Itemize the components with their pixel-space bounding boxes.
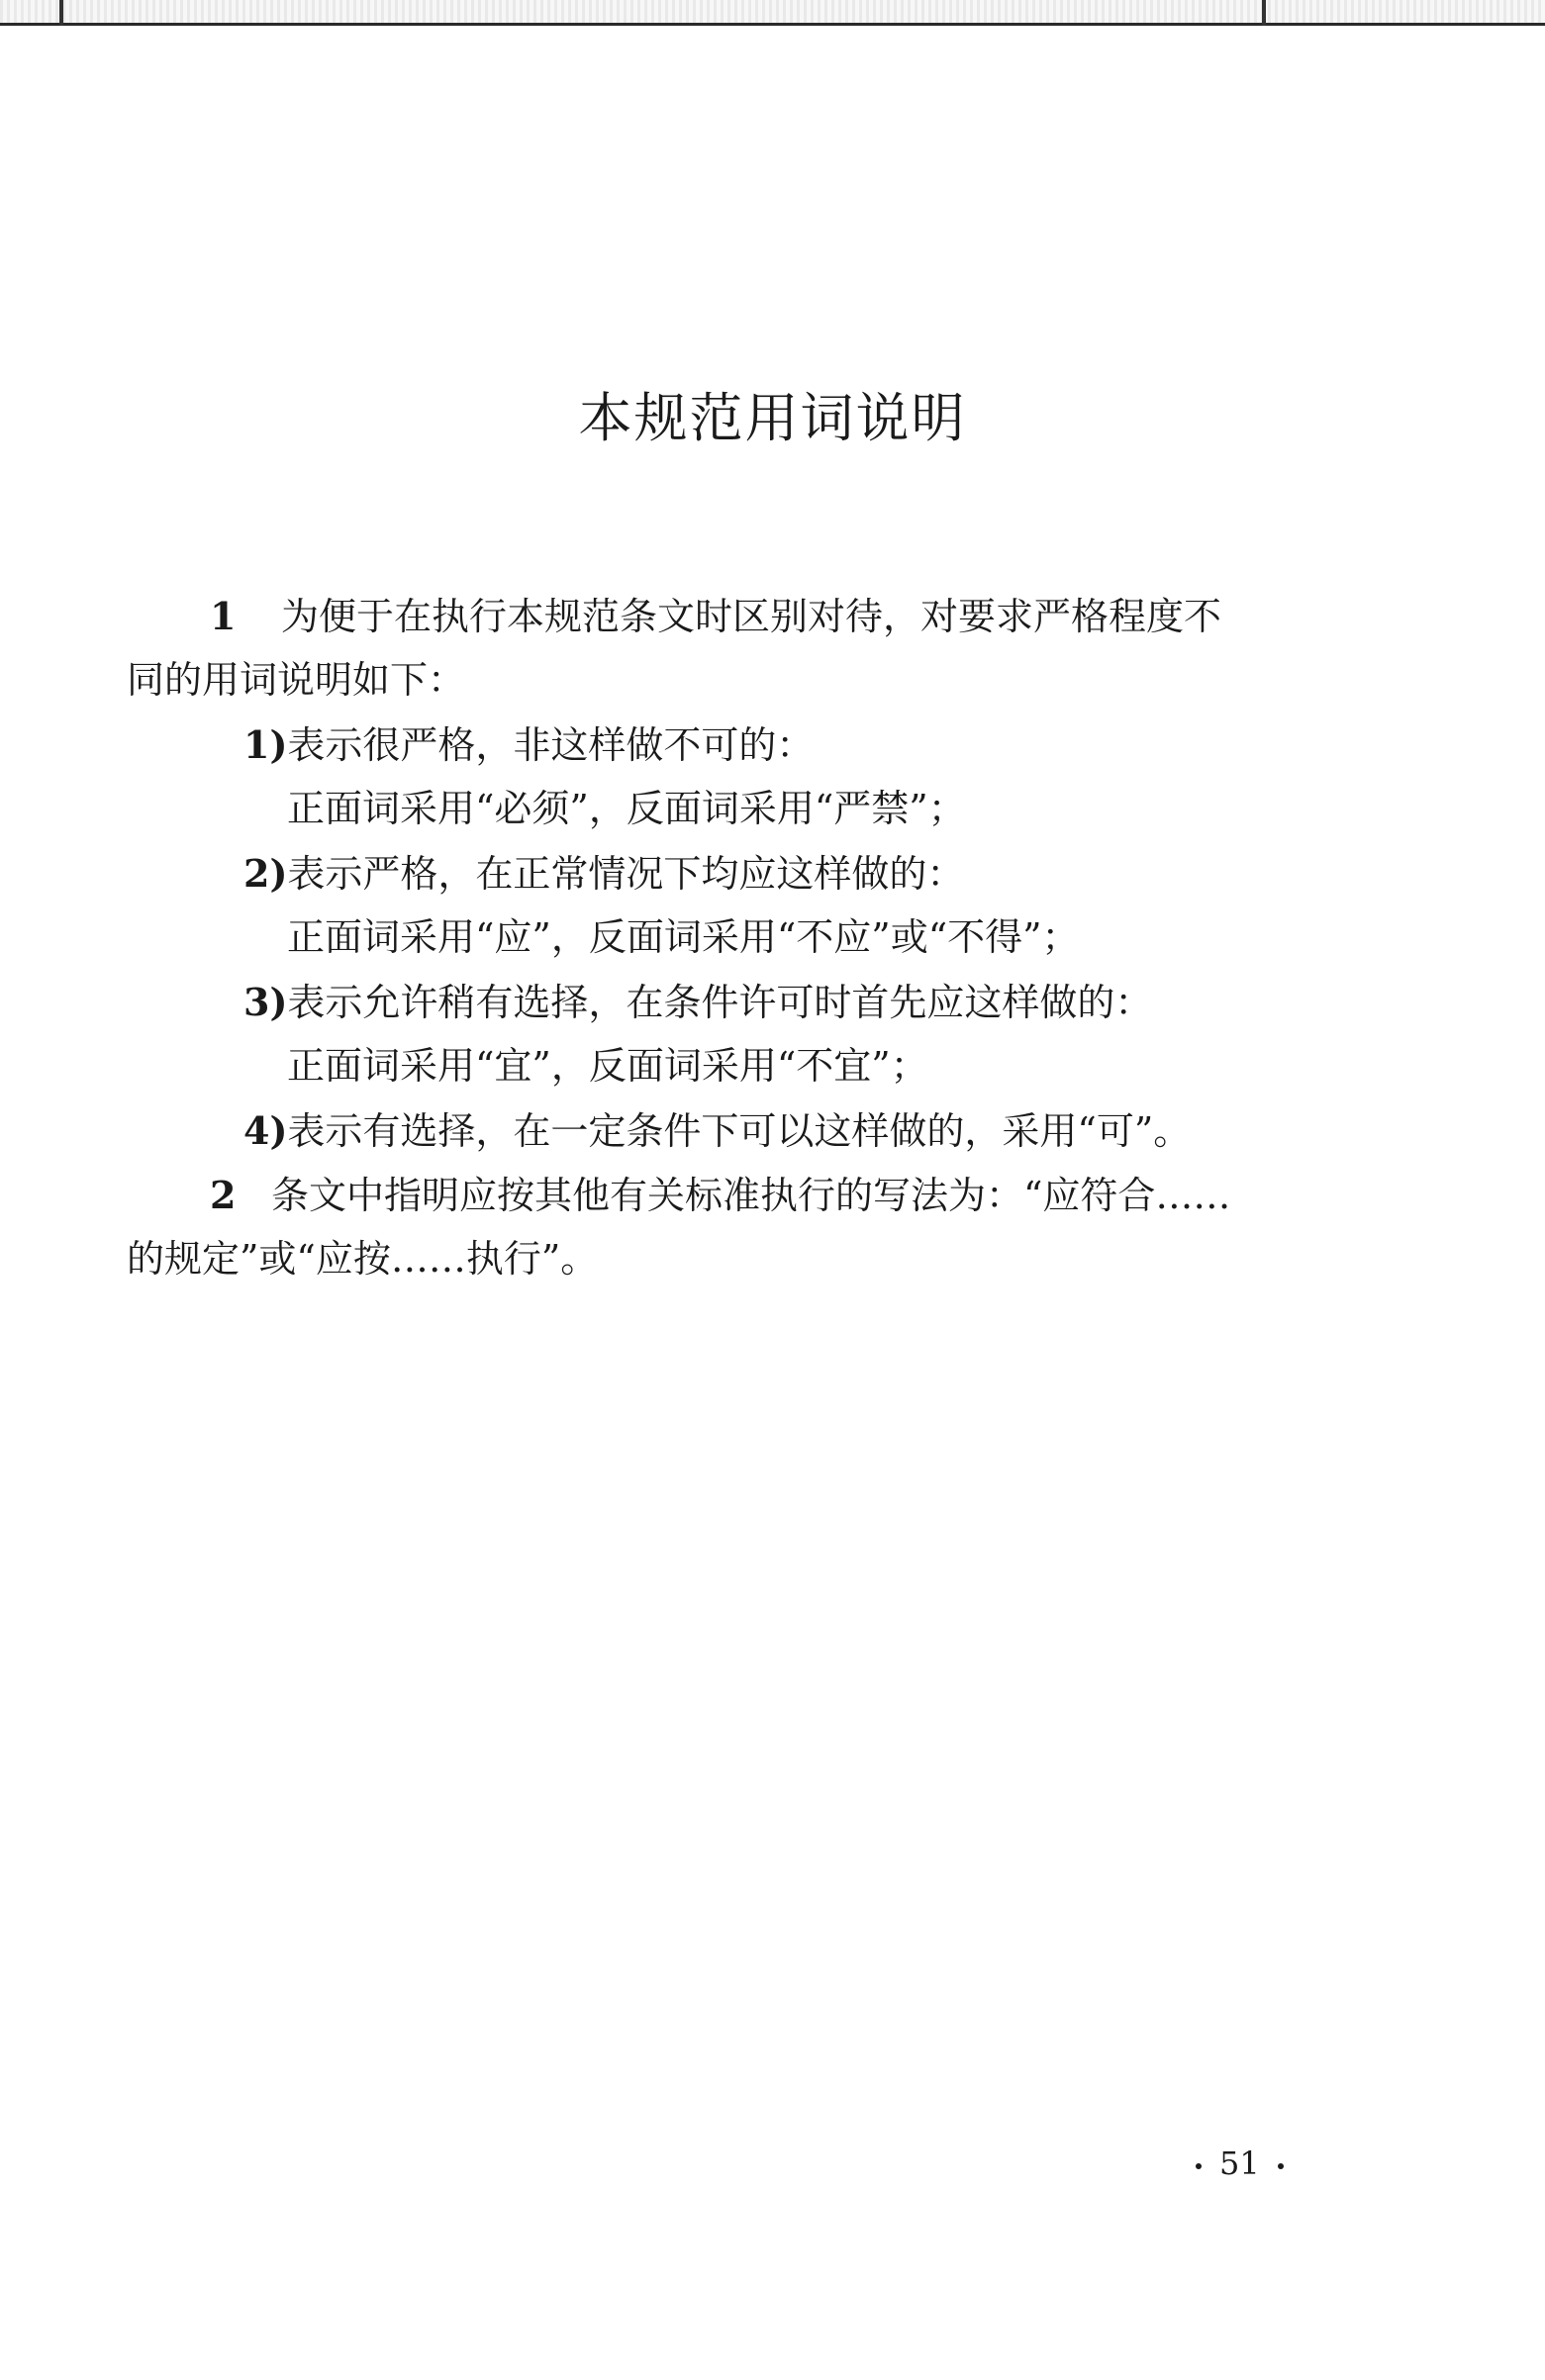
subitem-4 — [127, 1098, 1339, 1163]
subitem-3-label: 3) — [243, 980, 288, 1024]
subitem-3-detail: 正面词采用“宜”，反面词采用“不宜”； — [287, 1044, 928, 1088]
item-2-number: 2 — [210, 1173, 237, 1217]
subitem-4-text: 表示有选择，在一定条件下可以这样做的，采用“可”。 — [287, 1109, 1192, 1153]
subitem-1 — [127, 713, 1339, 777]
subitem-1-detail: 正面词采用“必须”，反面词采用“严禁”； — [287, 787, 966, 830]
subitem-2 — [127, 841, 1339, 905]
page-number-text: 51 — [1219, 2144, 1260, 2182]
item-2-line-2: 的规定”或“应按……执行”。 — [127, 1237, 599, 1281]
bullet-dot — [1196, 2163, 1202, 2169]
bullet-dot — [1278, 2163, 1284, 2169]
item-1-line-1 — [127, 584, 1339, 648]
item-2-line-1 — [127, 1163, 1339, 1227]
item-1-number: 1 — [210, 594, 237, 638]
scan-top-edge — [0, 0, 1545, 26]
subitem-3-text: 表示允许稍有选择，在条件许可时首先应这样做的： — [287, 981, 1153, 1024]
subitem-3 — [127, 970, 1339, 1034]
scan-edge-mark — [59, 0, 63, 26]
subitem-2-detail: 正面词采用“应”，反面词采用“不应”或“不得”； — [287, 915, 1080, 959]
subitem-2-text: 表示严格，在正常情况下均应这样做的： — [287, 852, 965, 896]
subitem-4-label: 4) — [243, 1108, 288, 1153]
document-body — [127, 584, 1339, 1291]
subitem-1-text: 表示很严格，非这样做不可的： — [287, 723, 815, 767]
scan-edge-mark — [1262, 0, 1266, 26]
item-2-text: 条文中指明应按其他有关标准执行的写法为：“应符合…… — [271, 1174, 1231, 1217]
item-1-line-2: 同的用词说明如下： — [127, 658, 466, 702]
subitem-2-label: 2) — [243, 851, 288, 896]
item-1-text: 为便于在执行本规范条文时区别对待，对要求严格程度不 — [281, 595, 1222, 638]
page-title: 本规范用词说明 — [578, 387, 967, 449]
subitem-1-label: 1) — [243, 722, 288, 767]
page-number — [1178, 2143, 1302, 2183]
